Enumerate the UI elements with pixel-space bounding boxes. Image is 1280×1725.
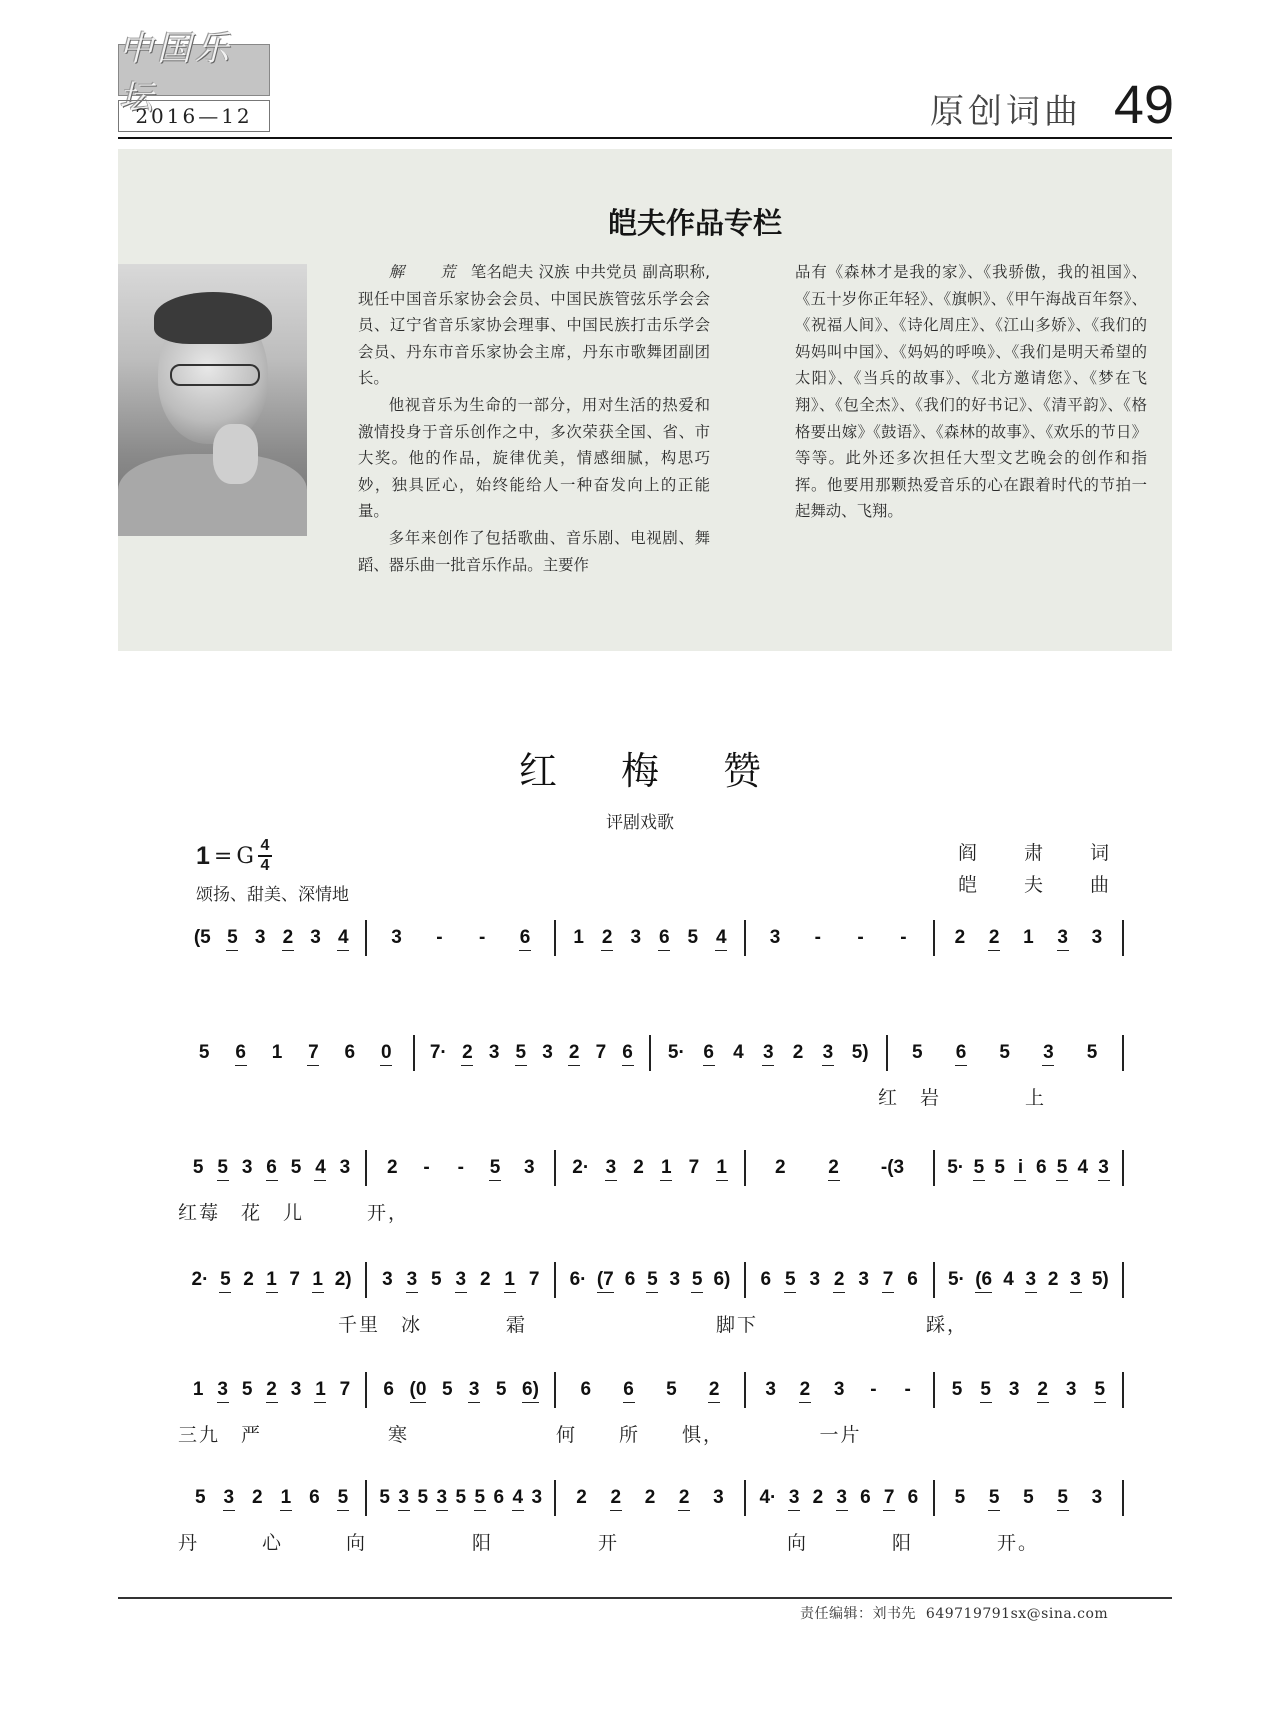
- note: 3: [788, 1480, 800, 1511]
- note: 6: [622, 1035, 634, 1066]
- note: 2: [461, 1035, 473, 1066]
- measure: [935, 920, 1122, 964]
- note: 5: [687, 927, 699, 948]
- measure: [367, 1372, 554, 1416]
- note: (7: [597, 1262, 614, 1293]
- issue-number: 2016—12: [118, 100, 270, 132]
- note: (0: [410, 1372, 427, 1403]
- bio-column-left: [358, 259, 710, 578]
- note: 3: [391, 927, 402, 948]
- note: 3: [531, 1487, 543, 1508]
- score-line: [178, 1372, 1124, 1446]
- note: 7: [528, 1269, 540, 1290]
- note: 2: [799, 1372, 811, 1403]
- note: 5: [691, 1262, 703, 1293]
- author-name: 解 荒: [388, 263, 466, 281]
- tempo-marking: 颂扬、甜美、深情地: [196, 885, 349, 905]
- note: 3: [217, 1372, 229, 1403]
- note: 5: [489, 1150, 501, 1181]
- lyrics-line: [178, 968, 1124, 994]
- note: (6: [975, 1262, 992, 1293]
- note: i: [1014, 1150, 1026, 1181]
- barline: [1122, 1480, 1124, 1516]
- note: 5: [1057, 1480, 1069, 1511]
- note: 2: [252, 1487, 263, 1508]
- note: 5: [954, 1487, 966, 1508]
- measure: [935, 1150, 1122, 1194]
- measure: [178, 1262, 365, 1306]
- note: 6: [860, 1487, 871, 1508]
- note: 3: [488, 1042, 500, 1063]
- note: 2: [568, 1035, 580, 1066]
- measure: [746, 1480, 933, 1524]
- note: 5: [290, 1157, 302, 1178]
- lyrics-line: 三九 严 寒 何 所 惧， 一片: [178, 1424, 862, 1446]
- note: 5: [951, 1379, 963, 1400]
- note: 5: [973, 1150, 985, 1181]
- note: 5: [379, 1487, 390, 1508]
- note: 2: [774, 1157, 786, 1178]
- note: 4: [1077, 1157, 1089, 1178]
- note: 5: [515, 1035, 527, 1066]
- note: 5: [495, 1379, 507, 1400]
- note: 2: [610, 1480, 622, 1511]
- note: 3: [1065, 1379, 1077, 1400]
- note: 1: [280, 1480, 292, 1511]
- page-number: 49: [1113, 75, 1174, 135]
- note: 6: [266, 1150, 278, 1181]
- measure: [935, 1262, 1122, 1306]
- measure: [367, 1150, 554, 1194]
- note: 3: [1008, 1379, 1020, 1400]
- note: 4: [512, 1480, 524, 1511]
- note: 7: [688, 1157, 700, 1178]
- note: 7: [289, 1269, 300, 1290]
- note: 1: [1023, 927, 1034, 948]
- note: 5: [980, 1372, 992, 1403]
- note: 2: [243, 1269, 254, 1290]
- measure: [178, 1150, 365, 1194]
- measure: [556, 1150, 743, 1194]
- note: 3: [241, 1157, 253, 1178]
- note: 5: [1094, 1372, 1106, 1403]
- note: 3: [1098, 1150, 1110, 1181]
- note: 3: [223, 1480, 235, 1511]
- note: 6: [580, 1379, 592, 1400]
- note: 2: [387, 1157, 398, 1178]
- bio-paragraph: 解 荒 笔名皑夫 汉族 中共党员 副高职称,现任中国音乐家协会会员、中国民族管弦乐学会会员、辽宁省音乐家协会理事、中国民族打击乐学会会员、丹东市音乐家协会主席，丹东市歌舞团副团长。: [358, 263, 710, 388]
- note: 6: [1035, 1157, 1047, 1178]
- header-divider: [118, 137, 1172, 139]
- measure: [415, 1035, 650, 1079]
- score-line: [178, 920, 1124, 984]
- song-title: 红梅赞: [518, 749, 825, 793]
- note: 3: [1091, 927, 1103, 948]
- note: 3: [1042, 1035, 1054, 1066]
- note: 3: [836, 1480, 848, 1511]
- note: 5: [666, 1379, 677, 1400]
- note: 7: [339, 1379, 351, 1400]
- note: 7: [595, 1042, 607, 1063]
- note: -: [423, 1157, 430, 1178]
- note: 3: [542, 1042, 553, 1063]
- note: -: [870, 1379, 877, 1400]
- note: 2: [954, 927, 966, 948]
- editor-email: 649719791sx@sina.com: [925, 1606, 1109, 1622]
- note: 5): [851, 1042, 869, 1063]
- note: 5: [226, 920, 238, 951]
- note: 5: [219, 1262, 231, 1293]
- note: 5: [1086, 1042, 1098, 1063]
- note: 6): [522, 1372, 539, 1403]
- note: 2: [644, 1487, 656, 1508]
- note: 2: [1037, 1372, 1049, 1403]
- note: 1: [716, 1150, 728, 1181]
- measure: [178, 920, 365, 964]
- note: 3: [1057, 920, 1069, 951]
- note: 1: [573, 927, 584, 948]
- note: 0: [380, 1035, 392, 1066]
- note: 6: [235, 1035, 247, 1066]
- note: 5: [417, 1487, 429, 1508]
- note: 2·: [572, 1157, 590, 1178]
- measure: [746, 920, 933, 964]
- note: -: [904, 1379, 911, 1400]
- note: 6): [713, 1269, 731, 1290]
- note: 3: [809, 1269, 821, 1290]
- note: 2: [633, 1157, 644, 1178]
- measure: [556, 1480, 743, 1524]
- note: 3: [406, 1262, 418, 1293]
- note: 3: [1091, 1487, 1103, 1508]
- note: 1: [314, 1372, 326, 1403]
- note: 3: [436, 1480, 448, 1511]
- note: 2: [708, 1372, 720, 1403]
- measure: [746, 1372, 933, 1416]
- note: 5: [442, 1379, 453, 1400]
- note: 3: [669, 1269, 681, 1290]
- note: 1: [312, 1262, 324, 1293]
- barline: [1122, 1035, 1124, 1071]
- measure: [178, 1035, 413, 1079]
- note: 5: [192, 1157, 204, 1178]
- note: 5: [217, 1150, 229, 1181]
- note: 2: [828, 1150, 840, 1181]
- note: 5·: [667, 1042, 685, 1063]
- note: 5: [198, 1042, 210, 1063]
- note: 5: [241, 1379, 253, 1400]
- song-genre: 评剧戏歌: [606, 813, 674, 833]
- note: 2: [266, 1372, 278, 1403]
- measure: [367, 1262, 554, 1306]
- note: 2: [601, 920, 613, 951]
- note: 5): [1091, 1269, 1109, 1290]
- measure: [888, 1035, 1123, 1079]
- note: 2: [833, 1262, 845, 1293]
- note: 7·: [429, 1042, 447, 1063]
- note: -: [479, 927, 486, 948]
- author-column: [118, 149, 1172, 651]
- lyrics-line: 丹 心 向 阳 开 向 阳 开。: [178, 1532, 1040, 1554]
- note: 3: [468, 1372, 480, 1403]
- note: 5: [431, 1269, 442, 1290]
- note: 4: [733, 1042, 744, 1063]
- note: 5: [1056, 1150, 1068, 1181]
- note: -: [457, 1157, 464, 1178]
- note: 6: [309, 1487, 320, 1508]
- bio-column-right: [795, 259, 1147, 525]
- note: 3: [1070, 1262, 1082, 1293]
- magazine-name: 中国乐坛: [119, 29, 233, 118]
- measure: [178, 1480, 365, 1524]
- measure: [935, 1372, 1122, 1416]
- note: 4: [337, 920, 349, 951]
- footer-divider: [118, 1597, 1172, 1599]
- measure: [651, 1035, 886, 1079]
- note: 2: [479, 1269, 491, 1290]
- note: 1: [266, 1262, 278, 1293]
- note: 3: [769, 927, 781, 948]
- editor-credit: 责任编辑：刘书先 649719791sx@sina.com: [800, 1606, 1109, 1622]
- note: 6: [519, 920, 531, 951]
- note: 3: [833, 1379, 845, 1400]
- note: 3: [398, 1480, 410, 1511]
- note: 3: [765, 1379, 776, 1400]
- measure: [556, 920, 743, 964]
- note: 1: [271, 1042, 283, 1063]
- note: 3: [339, 1157, 351, 1178]
- time-signature: $\frac{4}{4}$: [258, 838, 272, 874]
- note: 3: [630, 927, 642, 948]
- note: 3: [523, 1157, 535, 1178]
- note: -: [436, 927, 443, 948]
- score-line: [178, 1150, 1124, 1224]
- note: 6: [907, 1487, 919, 1508]
- measure: [556, 1372, 743, 1416]
- note: 2: [812, 1487, 824, 1508]
- lyricist-credit: 阎 肃 词: [957, 842, 1123, 864]
- measure: [935, 1480, 1122, 1524]
- note: 2: [988, 920, 1000, 951]
- key-signature: 1 = G $\frac{4}{4}$: [196, 838, 272, 874]
- note: 3: [713, 1487, 724, 1508]
- note: -(3: [880, 1157, 905, 1178]
- section-title: 原创词曲: [930, 92, 1082, 132]
- note: 3: [382, 1269, 393, 1290]
- note: 2): [334, 1269, 352, 1290]
- measure: [746, 1262, 933, 1306]
- note: 3: [455, 1262, 467, 1293]
- note: 2: [1047, 1269, 1059, 1290]
- column-title: 皑夫作品专栏: [607, 206, 782, 240]
- note: 5: [784, 1262, 796, 1293]
- composer-credit: 皑 夫 曲: [957, 874, 1123, 896]
- note: 7: [882, 1262, 894, 1293]
- note: 7: [307, 1035, 319, 1066]
- note: 3: [858, 1269, 869, 1290]
- measure: [367, 1480, 554, 1524]
- measure: [556, 1262, 743, 1306]
- note: 3: [1025, 1262, 1037, 1293]
- note: 5: [994, 1157, 1005, 1178]
- note: 5: [455, 1487, 467, 1508]
- note: -: [814, 927, 821, 948]
- score-line: [178, 1035, 1124, 1109]
- note: -: [900, 927, 907, 948]
- note: 4·: [759, 1487, 777, 1508]
- note: 5·: [947, 1157, 965, 1178]
- note: 3: [822, 1035, 834, 1066]
- editor-name: 刘书先: [872, 1606, 916, 1622]
- measure: [746, 1150, 933, 1194]
- note: 6·: [569, 1269, 587, 1290]
- note: 4: [314, 1150, 326, 1181]
- note: 6: [907, 1269, 918, 1290]
- lyrics-line: 红 岩 上: [878, 1087, 1047, 1109]
- note: 2·: [191, 1269, 209, 1290]
- barline: [1122, 920, 1124, 956]
- note: 4: [715, 920, 727, 951]
- note: 5: [337, 1480, 349, 1511]
- barline: [1122, 1372, 1124, 1408]
- score-line: [178, 1262, 1124, 1336]
- note: 6: [703, 1035, 715, 1066]
- bio-paragraph: 多年来创作了包括歌曲、音乐剧、电视剧、舞蹈、器乐曲一批音乐作品。主要作: [358, 528, 710, 574]
- note: 2: [282, 920, 294, 951]
- note: 6: [658, 920, 670, 951]
- note: 1: [192, 1379, 204, 1400]
- lyrics-line: 红莓 花 儿 开，: [178, 1202, 410, 1224]
- note: 5: [646, 1262, 658, 1293]
- lyrics-line: 千里 冰 霜 脚下 踩，: [338, 1314, 969, 1336]
- note: 3: [290, 1379, 302, 1400]
- note: 2: [792, 1042, 804, 1063]
- note: 6: [760, 1269, 772, 1290]
- score-line: [178, 1480, 1124, 1554]
- note: 5·: [947, 1269, 965, 1290]
- note: 6: [344, 1042, 356, 1063]
- note: 1: [660, 1150, 672, 1181]
- note: -: [857, 927, 864, 948]
- note: (5: [193, 927, 211, 948]
- note: 3: [310, 927, 321, 948]
- note: 2: [678, 1480, 690, 1511]
- bio-paragraph: 他视音乐为生命的一部分，用对生活的热爱和激情投身于音乐创作之中，多次荣获全国、省、市大奖。他的作品，旋律优美，情感细腻，构思巧妙，独具匠心，始终能给人一种奋发向上的正能量。: [358, 395, 710, 521]
- note: 5: [194, 1487, 206, 1508]
- note: 6: [493, 1487, 505, 1508]
- measure: [178, 1372, 365, 1416]
- note: 5: [988, 1480, 1000, 1511]
- author-photo: [118, 264, 307, 536]
- note: 5: [999, 1042, 1010, 1063]
- note: 3: [605, 1150, 617, 1181]
- note: 6: [383, 1379, 394, 1400]
- note: 6: [623, 1372, 635, 1403]
- note: 4: [1003, 1269, 1014, 1290]
- note: 6: [624, 1269, 636, 1290]
- note: 3: [254, 927, 266, 948]
- note: 6: [955, 1035, 967, 1066]
- note: 5: [1023, 1487, 1034, 1508]
- barline: [1122, 1262, 1124, 1298]
- barline: [1122, 1150, 1124, 1186]
- note: 5: [474, 1480, 486, 1511]
- note: 7: [883, 1480, 895, 1511]
- measure: [367, 920, 554, 964]
- note: 5: [912, 1042, 923, 1063]
- bio-paragraph: 品有《森林才是我的家》、《我骄傲，我的祖国》、《五十岁你正年轻》、《旗帜》、《甲午海战百年祭》、《祝福人间》、《诗化周庄》、《江山多娇》、《我们的妈妈叫中国》、《妈妈的呼唤》、《我们是明天希望的太阳》、《当兵的故事》、《北方邀请您》、《梦在飞翔》、《包全杰》、《我们的好书记》、《清平韵》、《格格要出嫁》《鼓语》、《森林的故事》、《欢乐的节日》等等。此外还多次担任大型文艺晚会的创作和指挥。他要用那颗热爱音乐的心在跟着时代的节拍一起舞动、飞翔。: [795, 263, 1147, 521]
- note: 1: [504, 1262, 516, 1293]
- note: 3: [762, 1035, 774, 1066]
- note: 2: [576, 1487, 587, 1508]
